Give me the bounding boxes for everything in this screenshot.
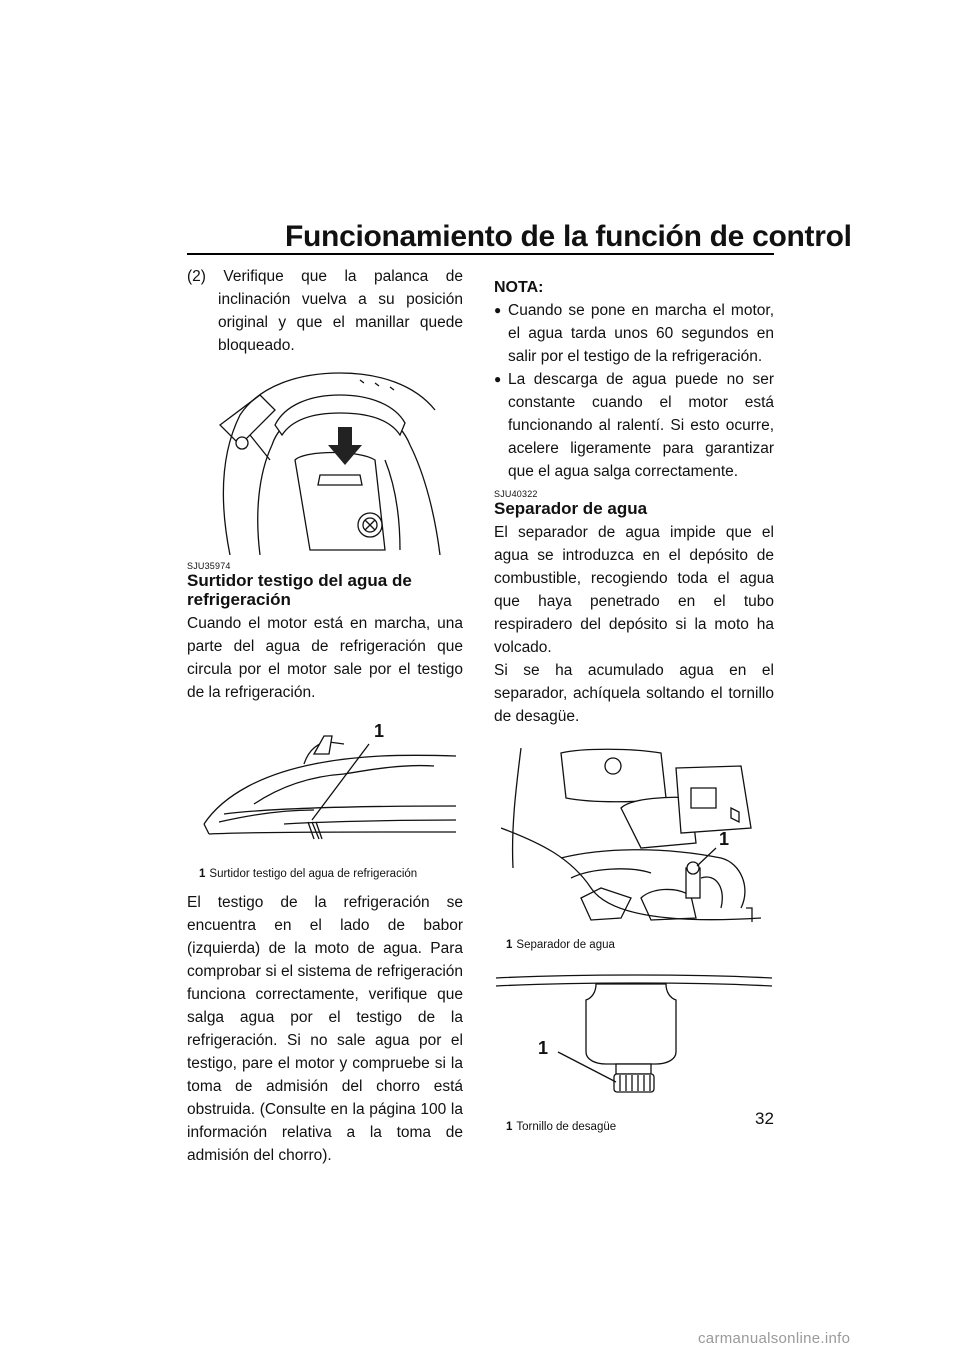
figure-callout-1: 1: [719, 829, 730, 849]
figure-caption: [199, 867, 463, 881]
separador-para-2: Si se ha acumulado agua en el separador, achíquela soltando el tornillo de desagüe.: [494, 662, 774, 725]
caption-text: Surtidor testigo del agua de refrigeración: [209, 868, 418, 880]
figure-callout-1: 1: [538, 1038, 549, 1058]
section-title-surtidor: Surtidor testigo del agua de refrigeración: [187, 571, 412, 609]
left-column: [187, 262, 463, 1167]
watermark: carmanualsonline.info: [698, 1330, 851, 1347]
nota-item: [494, 368, 774, 483]
nota-title: NOTA:: [494, 279, 544, 296]
page-title: Funcionamiento de la función de control: [285, 220, 852, 253]
nota-item-text: La descarga de agua puede no ser constante cuando el motor está funcionando al ralentí. Si esto ocurre, acelere ligeramente para garantizar que el agua salga correctamente.: [508, 371, 774, 480]
separador-para-1: El separador de agua impide que el agua se introduzca en el depósito de combustible, recogiendo toda el agua que haya penetrado en el tubo respiradero del depósito si la moto ha volcado.: [494, 524, 774, 656]
figure-handlebar-lock: [200, 365, 450, 555]
right-column: [494, 262, 774, 1134]
caption-number: 1: [506, 1121, 513, 1133]
figure-cooling-pilot: [194, 714, 456, 859]
figure-drain-screw: [496, 972, 772, 1112]
figure-water-separator: [501, 748, 767, 930]
bullet-icon: ●: [494, 372, 502, 386]
section-code: SJU40322: [494, 489, 538, 499]
caption-number: 1: [199, 868, 206, 880]
step-2-text: (2) Verifique que la palanca de inclinación vuelva a su posición original y que el manillar quede bloqueado.: [187, 268, 463, 354]
bullet-icon: ●: [494, 303, 502, 317]
surtidor-intro: Cuando el motor está en marcha, una parte del agua de refrigeración que circula por el motor sale por el testigo de la refrigeración.: [187, 615, 463, 701]
surtidor-body: El testigo de la refrigeración se encuentra en el lado de babor (izquierda) de la moto de agua. Para comprobar si el sistema de refrigeración funciona correctamente, verifique que salga agua por el testigo de la refrigeración. Si no sale agua por el testigo, pare el motor y compruebe si la toma de admisión del chorro está obstruida. (Consulte en la página 100 la información relativa a la toma de admisión del chorro).: [187, 894, 463, 1164]
page-number: 32: [755, 1109, 774, 1128]
figure-caption: [506, 1120, 774, 1134]
caption-text: Tornillo de desagüe: [516, 1121, 617, 1133]
figure-caption: [506, 938, 774, 952]
section-title-separador: Separador de agua: [494, 499, 648, 518]
caption-number: 1: [506, 939, 513, 951]
watercraft-side-illustration: [194, 714, 456, 859]
header-rule: [187, 253, 774, 255]
caption-text: Separador de agua: [516, 939, 615, 951]
section-code: SJU35974: [187, 561, 231, 571]
nota-item-text: Cuando se pone en marcha el motor, el agua tarda unos 60 segundos en salir por el testigo de la refrigeración.: [508, 302, 774, 365]
figure-callout-1: 1: [374, 721, 385, 741]
handlebar-illustration: [200, 365, 450, 555]
nota-item: [494, 299, 774, 368]
